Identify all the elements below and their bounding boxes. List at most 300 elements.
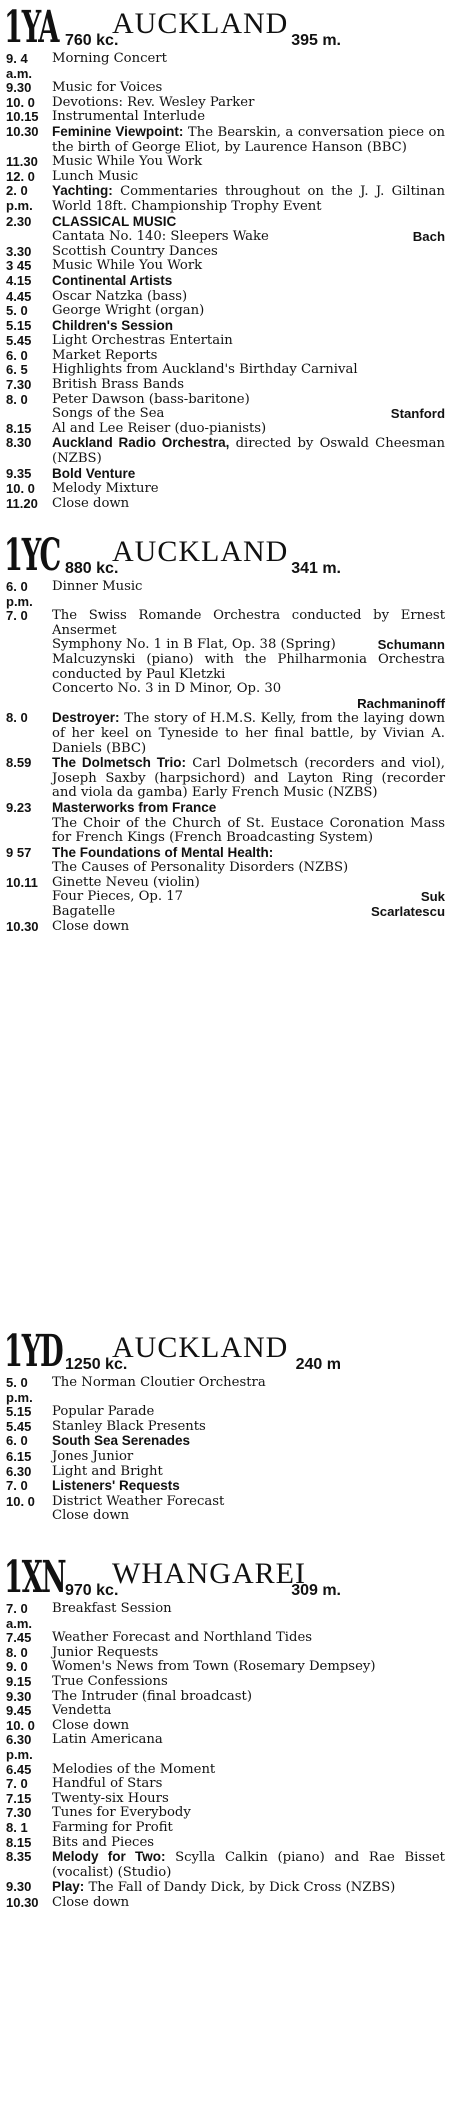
programme-body xyxy=(52,920,445,935)
programme-body xyxy=(52,697,445,712)
programme-body xyxy=(52,1479,445,1495)
programme-body xyxy=(52,1836,445,1851)
programme-time xyxy=(6,817,52,846)
programme-work: Bagatelle xyxy=(52,904,116,920)
programme-body xyxy=(52,422,445,437)
programme-time: 6.15 xyxy=(6,1448,32,1464)
programme-time: 8.15 xyxy=(6,420,32,436)
programme-item xyxy=(6,1777,445,1792)
programme-body xyxy=(52,170,445,185)
station-frequency: 760 kc. xyxy=(65,32,119,49)
programme-heading: Continental Artists xyxy=(52,272,173,288)
programme-time: 3.30 xyxy=(6,243,32,259)
station-wavelength: 240 m xyxy=(295,1356,341,1373)
programme-heading: CLASSICAL MUSIC xyxy=(52,213,177,229)
programme-body xyxy=(52,1821,445,1836)
station-city: WHANGAREI xyxy=(112,1557,306,1590)
programme-body xyxy=(52,846,445,862)
programme-item xyxy=(6,756,445,801)
programme-time xyxy=(6,638,52,653)
programme-text: Women's News from Town (Rosemary Dempsey) xyxy=(52,1659,376,1675)
station-header xyxy=(0,1552,449,1603)
programme-time: 7.15 xyxy=(6,1790,32,1806)
programme-text: Carl Dolmetsch (recorders and viol), Joseph Saxby (harpsichord) and Layton Ring (recorder and viola da gamba) Early French Music (NZBS) xyxy=(52,756,445,801)
programme-text: The Bearskin, a conversation piece on the birth of George Eliot, by Laurence Hanson (BBC) xyxy=(52,124,445,155)
station-header xyxy=(0,1326,449,1377)
station-city: AUCKLAND xyxy=(112,535,289,568)
programme-list xyxy=(0,52,449,511)
programme-item xyxy=(6,1376,445,1405)
programme-time: 9.30 xyxy=(6,1879,32,1895)
programme-text: Handful of Stars xyxy=(52,1776,163,1792)
programme-time xyxy=(6,1509,52,1524)
programme-time: 5. 0 p.m. xyxy=(6,1375,33,1405)
station-header xyxy=(0,530,449,581)
programme-body xyxy=(52,580,445,609)
programme-text: The story of H.M.S. Kelly, from the laying down of her keel on Tyneside to her final battle, by Vivian A. Daniels (BBC) xyxy=(52,711,445,756)
programme-body xyxy=(52,1420,445,1435)
programme-body xyxy=(52,304,445,319)
programme-item xyxy=(6,1675,445,1690)
programme-body xyxy=(52,230,445,245)
programme-time: 8.59 xyxy=(6,755,32,771)
programme-body xyxy=(52,1896,445,1911)
programme-item xyxy=(6,1479,445,1495)
programme-item xyxy=(6,905,445,920)
programme-body xyxy=(52,711,445,756)
programme-item xyxy=(6,422,445,437)
programme-time: 10.30 xyxy=(6,918,39,934)
programme-item xyxy=(6,1450,445,1465)
programme-body xyxy=(52,1690,445,1705)
programme-body xyxy=(52,482,445,497)
programme-work: Four Pieces, Op. 17 xyxy=(52,889,184,905)
programme-body xyxy=(52,52,445,81)
programme-item xyxy=(6,846,445,862)
programme-body xyxy=(52,1675,445,1690)
programme-heading: Bold Venture xyxy=(52,465,136,481)
programme-item xyxy=(6,1660,445,1675)
programme-text: Dinner Music xyxy=(52,579,143,594)
programme-list xyxy=(0,1602,449,1910)
programme-body xyxy=(52,653,445,682)
station-wavelength: 341 m. xyxy=(291,560,341,577)
programme-text: Jones Junior xyxy=(52,1448,134,1464)
programme-composer: Bach xyxy=(412,229,445,245)
programme-item xyxy=(6,349,445,364)
programme-heading: Destroyer: xyxy=(52,710,120,726)
programme-heading: Children's Session xyxy=(52,317,173,333)
programme-work: Symphony No. 1 in B Flat, Op. 38 (Spring) xyxy=(52,637,336,653)
programme-text: The Fall of Dandy Dick, by Dick Cross (NZBS) xyxy=(88,1880,396,1896)
programme-time xyxy=(6,861,52,876)
programme-time: 9. 0 xyxy=(6,1659,28,1675)
programme-item xyxy=(6,1465,445,1480)
programme-body xyxy=(52,638,445,653)
programme-time: 6. 0 p.m. xyxy=(6,579,33,609)
programme-time: 6.30 p.m. xyxy=(6,1732,33,1762)
station-frequency: 880 kc. xyxy=(65,560,119,577)
station-callsign: 1XN xyxy=(4,1552,66,1603)
programme-heading: Listeners' Requests xyxy=(52,1478,180,1494)
programme-time xyxy=(6,230,52,245)
programme-time: 7. 0 xyxy=(6,1478,28,1494)
programme-text: directed by Oswald Cheesman (NZBS) xyxy=(52,436,445,467)
programme-time: 5. 0 xyxy=(6,303,28,319)
programme-text: Music While You Work xyxy=(52,258,203,274)
programme-item xyxy=(6,259,445,274)
programme-text: The Causes of Personality Disorders (NZBS) xyxy=(52,860,349,876)
programme-item xyxy=(6,861,445,876)
programme-text: British Brass Bands xyxy=(52,377,185,393)
programme-time: 9.45 xyxy=(6,1703,32,1719)
programme-time: 5.15 xyxy=(6,1404,32,1420)
programme-body xyxy=(52,184,445,214)
programme-text: District Weather Forecast xyxy=(52,1493,225,1509)
programme-time: 10.11 xyxy=(6,874,38,890)
programme-time: 5.45 xyxy=(6,333,32,349)
programme-item xyxy=(6,1704,445,1719)
programme-body xyxy=(52,215,445,231)
programme-list xyxy=(0,580,449,934)
programme-body xyxy=(52,1631,445,1646)
programme-time: 8. 0 xyxy=(6,391,28,407)
programme-item xyxy=(6,363,445,378)
programme-body xyxy=(52,1376,445,1405)
programme-item xyxy=(6,697,445,712)
programme-body xyxy=(52,393,445,408)
programme-item xyxy=(6,1495,445,1510)
programme-work: Songs of the Sea xyxy=(52,406,165,422)
programme-item xyxy=(6,1420,445,1435)
programme-text: The Norman Cloutier Orchestra xyxy=(52,1375,266,1390)
programme-time: 2. 0 p.m. xyxy=(6,183,33,213)
programme-text: The Intruder (final broadcast) xyxy=(52,1688,252,1704)
programme-item xyxy=(6,215,445,231)
programme-time: 5.15 xyxy=(6,317,32,333)
programme-item xyxy=(6,319,445,335)
programme-item xyxy=(6,817,445,846)
programme-text: Close down xyxy=(52,1894,130,1910)
programme-text: Melodies of the Moment xyxy=(52,1761,216,1777)
programme-item xyxy=(6,1836,445,1851)
programme-time: 8. 1 xyxy=(6,1819,28,1835)
programme-time: 10.30 xyxy=(6,123,39,139)
programme-work-line xyxy=(52,905,445,920)
programme-body xyxy=(52,407,445,422)
station-1xn xyxy=(0,1552,449,1910)
programme-time: 9.23 xyxy=(6,799,32,815)
station-1ya xyxy=(0,2,449,511)
station-city: AUCKLAND xyxy=(112,1331,289,1364)
programme-text: True Confessions xyxy=(52,1673,168,1689)
programme-heading: Melody for Two: xyxy=(52,1849,166,1865)
programme-time: 2.30 xyxy=(6,213,32,229)
programme-text: The Swiss Romande Orchestra conducted by Ernest Ansermet xyxy=(52,608,445,638)
programme-text: Light and Bright xyxy=(52,1463,163,1479)
programme-item xyxy=(6,290,445,305)
programme-time: 10. 0 xyxy=(6,94,35,110)
programme-body xyxy=(52,1495,445,1510)
programme-time: 7. 0 xyxy=(6,1776,28,1792)
programme-item xyxy=(6,1850,445,1880)
programme-text: Light Orchestras Entertain xyxy=(52,333,233,349)
programme-item xyxy=(6,125,445,155)
station-1yd xyxy=(0,1326,449,1524)
programme-time: 5.45 xyxy=(6,1418,32,1434)
programme-text: Popular Parade xyxy=(52,1404,155,1420)
programme-text: Vendetta xyxy=(52,1703,112,1719)
programme-text: Market Reports xyxy=(52,347,158,363)
station-wavelength: 309 m. xyxy=(291,1582,341,1599)
programme-work-line xyxy=(52,697,445,712)
programme-text: Music for Voices xyxy=(52,80,163,96)
programme-body xyxy=(52,861,445,876)
programme-text: Close down xyxy=(52,495,130,511)
programme-item xyxy=(6,378,445,393)
programme-body xyxy=(52,259,445,274)
programme-item xyxy=(6,482,445,497)
programme-body xyxy=(52,1880,445,1896)
programme-time xyxy=(6,653,52,682)
programme-item xyxy=(6,52,445,81)
programme-text: Close down xyxy=(52,1717,130,1733)
programme-time: 9.30 xyxy=(6,80,32,96)
programme-text: Music While You Work xyxy=(52,154,203,170)
programme-time: 9. 4 a.m. xyxy=(6,51,33,81)
programme-item xyxy=(6,711,445,756)
programme-item xyxy=(6,1896,445,1911)
programme-body xyxy=(52,1509,445,1524)
programme-item xyxy=(6,110,445,125)
station-city: AUCKLAND xyxy=(112,7,289,40)
programme-composer: Rachmaninoff xyxy=(357,695,445,711)
programme-time: 4.15 xyxy=(6,272,32,288)
programme-item xyxy=(6,436,445,466)
programme-body xyxy=(52,1777,445,1792)
programme-text: Commentaries throughout on the J. J. Giltinan World 18ft. Championship Trophy Event xyxy=(52,184,445,214)
programme-item xyxy=(6,1690,445,1705)
programme-item xyxy=(6,155,445,170)
programme-text: Latin Americana xyxy=(52,1732,163,1748)
programme-time: 9.15 xyxy=(6,1673,32,1689)
programme-body xyxy=(52,609,445,638)
programme-body xyxy=(52,1704,445,1719)
station-wavelength: 395 m. xyxy=(291,32,341,49)
programme-body xyxy=(52,1434,445,1450)
programme-text: The Choir of the Church of St. Eustace Coronation Mass for French Kings (French Broadcasting System) xyxy=(52,815,445,846)
programme-text: Concerto No. 3 in D Minor, Op. 30 xyxy=(52,681,282,697)
programme-text: Scylla Calkin (piano) and Rae Bisset (vocalist) (Studio) xyxy=(52,1850,445,1880)
programme-body xyxy=(52,110,445,125)
programme-text: Lunch Music xyxy=(52,168,139,184)
programme-body xyxy=(52,81,445,96)
programme-body xyxy=(52,682,445,697)
programme-text: Peter Dawson (bass-baritone) xyxy=(52,391,250,407)
programme-time: 8. 0 xyxy=(6,1644,28,1660)
programme-text: Oscar Natzka (bass) xyxy=(52,288,188,304)
programme-item xyxy=(6,274,445,290)
station-1yc xyxy=(0,530,449,934)
programme-text: Melody Mixture xyxy=(52,481,159,497)
programme-heading: South Sea Serenades xyxy=(52,1433,191,1449)
programme-body xyxy=(52,245,445,260)
programme-item xyxy=(6,1763,445,1778)
programme-item xyxy=(6,1733,445,1762)
programme-item xyxy=(6,1880,445,1896)
programme-item xyxy=(6,1602,445,1631)
programme-text: Highlights from Auckland's Birthday Carnival xyxy=(52,362,358,378)
programme-body xyxy=(52,1646,445,1661)
programme-text: Devotions: Rev. Wesley Parker xyxy=(52,94,255,110)
programme-body xyxy=(52,363,445,378)
programme-time: 8.15 xyxy=(6,1834,32,1850)
programme-item xyxy=(6,653,445,682)
programme-time: 6. 0 xyxy=(6,1433,28,1449)
programme-item xyxy=(6,1821,445,1836)
programme-composer: Schumann xyxy=(377,637,445,653)
programme-composer: Scarlatescu xyxy=(370,904,445,920)
programme-time: 12. 0 xyxy=(6,168,35,184)
station-callsign: 1YA xyxy=(4,2,59,53)
programme-body xyxy=(52,274,445,290)
programme-item xyxy=(6,609,445,638)
programme-item xyxy=(6,1405,445,1420)
programme-body xyxy=(52,1792,445,1807)
programme-text: Close down xyxy=(52,918,130,934)
programme-item xyxy=(6,1631,445,1646)
programme-item xyxy=(6,96,445,111)
programme-text: George Wright (organ) xyxy=(52,303,205,319)
programme-body xyxy=(52,290,445,305)
programme-time: 11.20 xyxy=(6,495,38,511)
programme-body xyxy=(52,1660,445,1675)
programme-time: 6.30 xyxy=(6,1463,32,1479)
programme-item xyxy=(6,184,445,214)
programme-text: Scottish Country Dances xyxy=(52,243,218,259)
programme-time: 10.15 xyxy=(6,109,39,125)
programme-body xyxy=(52,1763,445,1778)
programme-time: 6. 0 xyxy=(6,347,28,363)
programme-body xyxy=(52,1450,445,1465)
programme-time: 9 57 xyxy=(6,844,32,860)
programme-time: 10.30 xyxy=(6,1894,39,1910)
programme-body xyxy=(52,1733,445,1762)
programme-work: Cantata No. 140: Sleepers Wake xyxy=(52,229,269,245)
programme-item xyxy=(6,682,445,697)
programme-text: Al and Lee Reiser (duo-pianists) xyxy=(52,420,267,436)
programme-body xyxy=(52,319,445,335)
programme-time xyxy=(6,407,52,422)
programme-time xyxy=(6,905,52,920)
programme-item xyxy=(6,1806,445,1821)
programme-time: 10. 0 xyxy=(6,1493,35,1509)
programme-body xyxy=(52,1719,445,1734)
programme-time: 7.30 xyxy=(6,377,32,393)
programme-body xyxy=(52,155,445,170)
programme-body xyxy=(52,1806,445,1821)
programme-item xyxy=(6,801,445,817)
programme-text: Twenty-six Hours xyxy=(52,1790,169,1806)
station-frequency: 970 kc. xyxy=(65,1582,119,1599)
programme-text: Farming for Profit xyxy=(52,1819,173,1835)
programme-body xyxy=(52,1465,445,1480)
programme-work-line xyxy=(52,890,445,905)
programme-text: Junior Requests xyxy=(52,1644,159,1660)
programme-work-line xyxy=(52,407,445,422)
programme-heading: Masterworks from France xyxy=(52,799,217,815)
programme-time xyxy=(6,890,52,905)
programme-body xyxy=(52,467,445,483)
programme-text: Malcuzynski (piano) with the Philharmonia Orchestra conducted by Paul Kletzki xyxy=(52,651,445,682)
programme-text: Close down xyxy=(52,1508,130,1524)
programme-item xyxy=(6,1646,445,1661)
programme-body xyxy=(52,497,445,512)
programme-heading: Play: xyxy=(52,1879,85,1895)
programme-item xyxy=(6,1792,445,1807)
programme-work-line xyxy=(52,230,445,245)
programme-time: 9.35 xyxy=(6,465,32,481)
programme-item xyxy=(6,230,445,245)
programme-item xyxy=(6,170,445,185)
programme-text: Ginette Neveu (violin) xyxy=(52,874,200,890)
programme-item xyxy=(6,876,445,891)
programme-time: 7.45 xyxy=(6,1630,32,1646)
programme-body xyxy=(52,756,445,801)
programme-time xyxy=(6,682,52,697)
programme-time: 8.30 xyxy=(6,435,32,451)
programme-heading: The Dolmetsch Trio: xyxy=(52,755,186,771)
programme-heading: The Foundations of Mental Health: xyxy=(52,844,274,860)
programme-time: 11.30 xyxy=(6,154,38,170)
programme-heading: Feminine Viewpoint: xyxy=(52,123,184,139)
programme-body xyxy=(52,125,445,155)
programme-time: 9.30 xyxy=(6,1688,32,1704)
programme-body xyxy=(52,334,445,349)
station-callsign: 1YC xyxy=(4,530,60,581)
programme-item xyxy=(6,497,445,512)
programme-item xyxy=(6,407,445,422)
programme-time: 10. 0 xyxy=(6,481,35,497)
programme-time: 7.30 xyxy=(6,1805,32,1821)
programme-item xyxy=(6,1434,445,1450)
programme-body xyxy=(52,905,445,920)
station-header xyxy=(0,2,449,53)
programme-body xyxy=(52,1602,445,1631)
programme-time: 10. 0 xyxy=(6,1717,35,1733)
programme-time: 8. 0 xyxy=(6,710,28,726)
programme-item xyxy=(6,304,445,319)
programme-body xyxy=(52,890,445,905)
programme-heading: Yachting: xyxy=(52,183,113,199)
station-callsign: 1YD xyxy=(4,1326,63,1377)
programme-text: Instrumental Interlude xyxy=(52,109,206,125)
programme-body xyxy=(52,1850,445,1880)
programme-heading: Auckland Radio Orchestra, xyxy=(52,435,230,451)
programme-body xyxy=(52,1405,445,1420)
programme-time: 3 45 xyxy=(6,258,32,274)
programme-work-line xyxy=(52,638,445,653)
programme-time: 8.35 xyxy=(6,1849,32,1865)
programme-item xyxy=(6,81,445,96)
programme-item xyxy=(6,245,445,260)
programme-text: Bits and Pieces xyxy=(52,1834,155,1850)
programme-text: Tunes for Everybody xyxy=(52,1805,191,1821)
programme-body xyxy=(52,96,445,111)
programme-time: 6.45 xyxy=(6,1761,32,1777)
programme-time: 7. 0 a.m. xyxy=(6,1601,33,1631)
programme-composer: Stanford xyxy=(390,406,445,422)
